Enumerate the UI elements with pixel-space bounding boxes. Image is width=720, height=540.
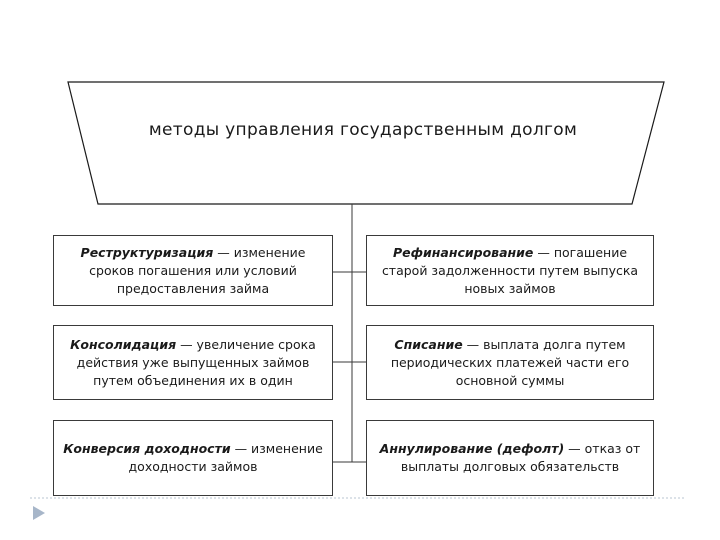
method-term: Рефинансирование [392, 244, 534, 260]
method-term: Списание [394, 336, 463, 352]
method-box-default [366, 420, 654, 496]
method-box-refinancing [366, 235, 654, 306]
method-term: Консолидация [70, 336, 177, 352]
method-description: — увеличение срока действия уже выпущенных займов путем объединения их в один [76, 336, 316, 388]
triangle-bullet-icon [33, 506, 45, 520]
method-term: Реструктуризация [80, 244, 214, 260]
method-term: Конверсия доходности [63, 441, 231, 456]
method-description: — изменение сроков погашения или условий предоставления займа [89, 244, 306, 296]
title-trapezoid [68, 82, 664, 204]
method-description: — погашение старой задолженности путем выпуска новых займов [381, 244, 639, 296]
method-description: — изменение доходности займов [128, 441, 323, 474]
method-description: — отказ от выплаты долговых обязательств [400, 441, 641, 474]
method-box-write-off [366, 325, 654, 400]
method-box-restructuring [53, 235, 333, 306]
method-term: Аннулирование (дефолт) [379, 441, 565, 456]
method-box-consolidation [53, 325, 333, 400]
diagram-title: методы управления государственным долгом [148, 120, 578, 140]
method-box-yield-conversion [53, 420, 333, 496]
method-description: — выплата долга путем периодических платежей части его основной суммы [390, 336, 630, 388]
